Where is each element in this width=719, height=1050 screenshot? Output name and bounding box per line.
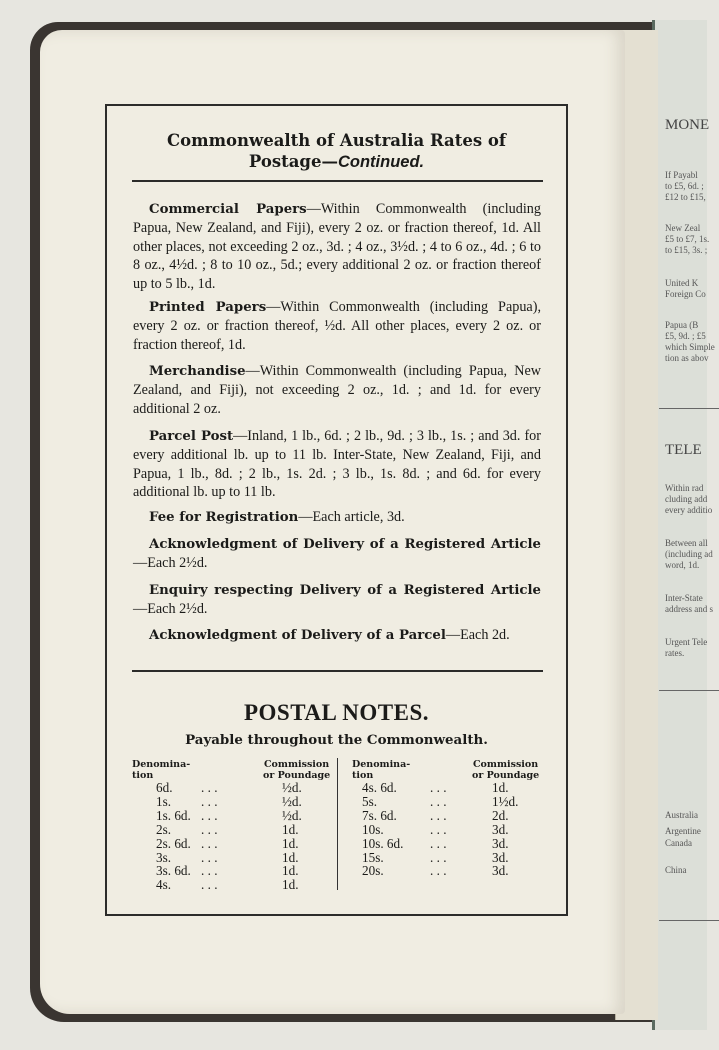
section-text: —Within Commonwealth (including Papua, New Zealand, and Fiji), not exceeding 2 oz., 1d. ; and 1d. for every additional 2 oz. [133,363,541,417]
col-header-commission-right: Commission or Poundage [472,759,540,781]
commission-cell: 1d. [282,835,299,851]
section-label: Commercial Papers [149,202,307,217]
table-row [362,780,509,795]
commission-cell: 1d. [282,877,299,893]
section-text: —Each 2½d. [133,601,208,618]
leader-dots: . . . [430,835,447,851]
postal-notes-subtitle: Payable throughout the Commonwealth. [185,732,488,748]
denomination-cell: 7s. 6d. [362,807,397,823]
denomination-cell: 15s. [362,849,384,865]
section-text: —Within Commonwealth (including Papua), every 2 oz. or fraction thereof, ½d. All other places, every 2 oz. or fraction thereof, 1d. [133,299,541,353]
adjacent-line: address and s [665,604,713,614]
table-row [362,821,509,837]
adjacent-line: China [665,865,687,875]
commission-cell: 3d. [492,835,509,851]
postal-notes-title: POSTAL NOTES. [243,700,430,725]
adjacent-line: word, 1d. [665,560,700,570]
rates-frame [105,104,568,916]
denomination-cell: 2s. [156,821,172,837]
table-row [156,849,299,865]
leader-dots: . . . [201,807,218,823]
denomination-cell: 6d. [156,780,173,795]
denomination-cell: 1s. 6d. [156,807,191,823]
table-row [156,821,299,837]
table-divider [337,758,338,890]
leader-dots: . . . [201,780,218,795]
adjacent-line: every additio [665,505,713,515]
adjacent-line: tion as abov [665,353,709,363]
section-text: —Each 2½d. [133,555,208,572]
col-header-denomination-right: Denomina- tion [352,759,411,781]
adjacent-rule [659,920,719,921]
section-ack-parcel [133,626,541,645]
leader-dots: . . . [201,849,218,865]
adjacent-line: New Zeal [665,223,701,233]
adjacent-line: Canada [665,838,692,848]
table-row [362,849,509,865]
section-merchandise [133,362,541,418]
commission-cell: 2d. [492,807,509,823]
title-continued: Continued. [337,153,425,171]
section-ack-registered [133,535,541,573]
adjacent-heading: MONE [665,117,710,133]
leader-dots: . . . [201,793,218,809]
adjacent-line: Foreign Co [665,289,706,299]
denomination-cell: 20s. [362,863,384,879]
adjacent-line: Between all [665,538,708,548]
col-header-commission-left: Commission or Poundage [263,759,331,781]
denomination-cell: 10s. [362,821,384,837]
commission-cell: 3d. [492,863,509,879]
adjacent-line: to £15, 3s. ; [665,245,708,255]
section-label: Acknowledgment of Delivery of a Parcel [149,628,446,643]
section-printed-papers [133,298,541,354]
adjacent-line: rates. [665,648,685,658]
adjacent-line: Within rad [665,483,704,493]
title-prefix: Postage— [248,152,338,171]
section-text: —Each article, 3d. [298,509,405,525]
table-row [156,877,299,893]
section-parcel-post [133,427,541,502]
adjacent-line: If Payabl [665,170,698,180]
commission-cell: 1d. [282,849,299,865]
table-row [156,793,302,809]
denomination-cell: 2s. 6d. [156,835,191,851]
leader-dots: . . . [201,863,218,879]
denomination-cell: 3s. [156,849,172,865]
adjacent-line: Urgent Tele [665,637,708,647]
commission-cell: 1d. [492,780,509,795]
commission-cell: ½d. [282,807,302,823]
section-text: —Inland, 1 lb., 6d. ; 2 lb., 9d. ; 3 lb., 1s. ; and 3d. for every additional lb. up to 11 lb. Inter-State, New Zealand, Fiji, and Papua, 1 lb., 8d. ; 2 lb., 1s. 2d. ; 3 lb., 1s. 8d. ; and 6d. for every additional lb. up to 11 lb. [133,428,541,501]
adjacent-line: £12 to £15, [665,192,706,202]
table-row [156,835,299,851]
section-label: Merchandise [149,364,246,379]
denomination-cell: 4s. 6d. [362,780,397,795]
adjacent-line: Inter-State [665,593,703,603]
denomination-cell: 1s. [156,793,172,809]
leader-dots: . . . [430,863,447,879]
col-header-denomination-left: Denomina- tion [132,759,191,781]
denomination-cell: 3s. 6d. [156,863,191,879]
adjacent-line: cluding add [665,494,708,504]
adjacent-line: United K [665,278,699,288]
adjacent-line: to £5, 6d. ; [665,181,704,191]
table-row [156,807,302,823]
postal-rule [132,670,543,672]
adjacent-rule [659,690,719,691]
adjacent-line: Argentine [665,826,701,836]
table-row [156,780,302,795]
commission-cell: ½d. [282,780,302,795]
adjacent-heading: TELE [665,442,702,458]
title-line-2 [107,151,566,173]
leader-dots: . . . [430,821,447,837]
title-rule [132,180,543,182]
section-registration-fee [133,508,541,527]
commission-cell: 3d. [492,849,509,865]
table-row [362,863,509,879]
commission-cell: 1d. [282,821,299,837]
denomination-cell: 10s. 6d. [362,835,404,851]
adjacent-rule [659,408,719,409]
section-text: —Each 2d. [445,627,510,643]
commission-cell: 1d. [282,863,299,879]
leader-dots: . . . [201,835,218,851]
denomination-cell: 4s. [156,877,172,893]
page-title [107,130,566,173]
denomination-cell: 5s. [362,793,378,809]
section-enquiry-registered [133,581,541,619]
section-text: —Within Commonwealth (including Papua, New Zealand, and Fiji), every 2 oz. or fraction thereof, 1d. All other places, not exceeding 2 oz., 3d. ; 4 oz., 3½d. ; 4 to 6 oz., 4d. ; 6 to 8 oz., 4½d. ; 8 to 10 oz., 5d.; every additional 2 oz. or fraction thereof up to 5 lb., 1d. [133,201,541,292]
section-label: Acknowledgment of Delivery of a Registered Article [149,537,541,552]
leader-dots: . . . [201,821,218,837]
commission-cell: ½d. [282,793,302,809]
adjacent-line: (including ad [665,549,713,559]
leader-dots: . . . [430,807,447,823]
adjacent-line: £5, 9d. ; £5 [665,331,706,341]
leader-dots: . . . [430,849,447,865]
adjacent-line: Papua (B [665,320,699,330]
section-label: Fee for Registration [149,510,299,525]
leader-dots: . . . [430,780,447,795]
table-row [362,835,509,851]
table-row [362,793,519,809]
adjacent-line: Australia [665,810,698,820]
table-row [362,807,509,823]
section-label: Printed Papers [149,300,267,315]
commission-cell: 1½d. [492,793,519,809]
adjacent-line: which Simple [665,342,715,352]
title-line-1: Commonwealth of Australia Rates of [166,131,507,150]
table-row [156,863,299,879]
adjacent-page [652,20,715,1030]
commission-cell: 3d. [492,821,509,837]
adjacent-line: £5 to £7, 1s. [665,234,710,244]
section-commercial-papers [133,200,541,293]
leader-dots: . . . [201,877,218,893]
section-label: Parcel Post [149,429,234,444]
section-label: Enquiry respecting Delivery of a Registered Article [149,583,541,598]
leader-dots: . . . [430,793,447,809]
